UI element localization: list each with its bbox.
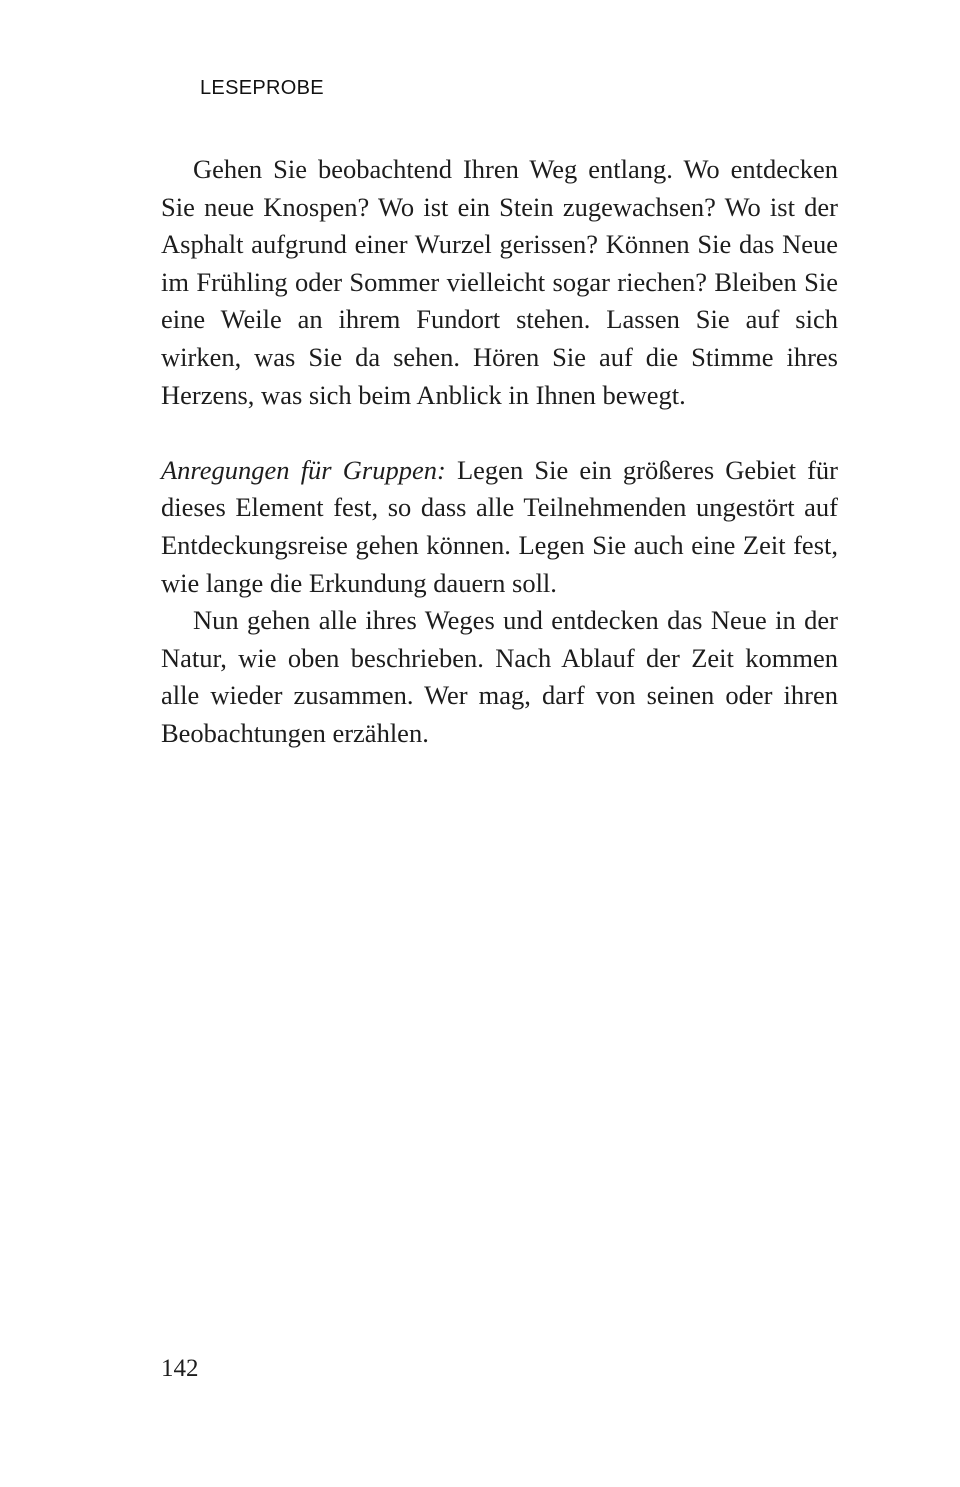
paragraph-observation: Gehen Sie beobachtend Ihren Weg entlang. Wo entdecken Sie neue Knospen? Wo ist ein Stein zugewachsen? Wo ist der Asphalt aufgrund einer Wurzel gerissen? Können Sie das Neue im Frühling oder Sommer vielleicht sogar riechen? Bleiben Sie eine Weile an ihrem Fundort stehen. Lassen Sie auf sich wirken, was Sie da sehen. Hören Sie auf die Stimme ihres Herzens, was sich beim Anblick in Ihnen bewegt. [161, 154, 838, 410]
paragraph-discovery: Nun gehen alle ihres Weges und entdecken das Neue in der Natur, wie oben beschrieben. Nach Ablauf der Zeit kommen alle wieder zusammen. Wer mag, darf von seinen oder ihren Beobachtungen erzählen. [161, 605, 838, 748]
page-body [161, 151, 838, 753]
group-suggestions-heading: Anregungen für Gruppen: [161, 454, 446, 485]
group-suggestions-text: Legen Sie ein größeres Gebiet für dieses Element fest, so dass alle Teilnehmenden ungestört auf Entdeckungsreise gehen können. Legen Sie auch eine Zeit fest, wie lange die Erkundung dauern soll. [161, 454, 838, 598]
page-number: 142 [161, 1355, 199, 1382]
paragraph-group-suggestions [161, 452, 838, 602]
page-header-label: LESEPROBE [200, 77, 324, 99]
